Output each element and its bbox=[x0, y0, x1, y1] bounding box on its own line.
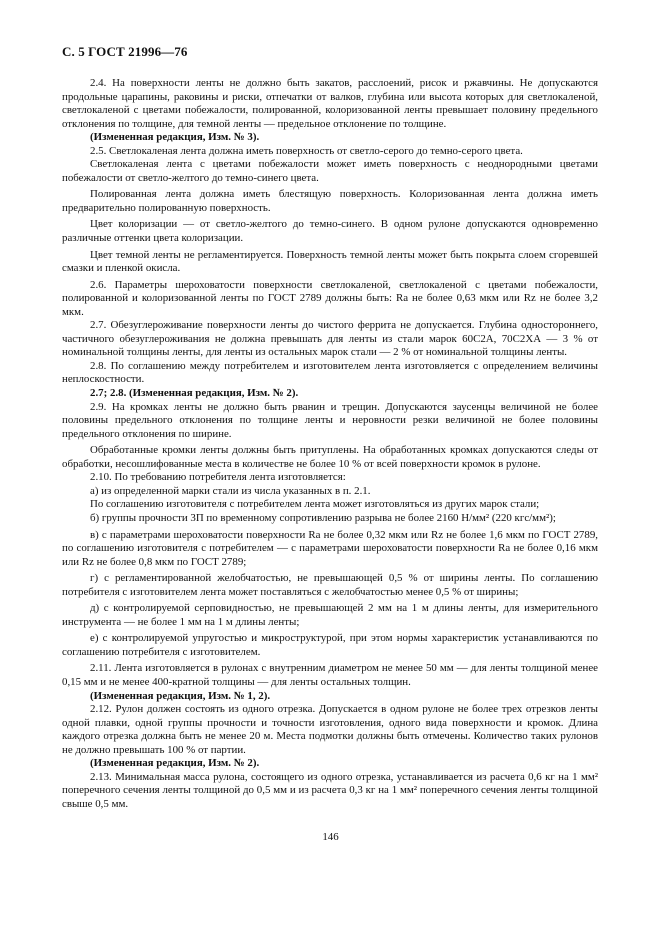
paragraph-2-11: 2.11. Лента изготовляется в рулонах с внутренним диаметром не менее 50 мм — для ленты толщиной менее 0,15 мм и не менее 400-кратной толщины — для ленты остальных толщин. bbox=[62, 662, 598, 688]
list-item-a: а) из определенной марки стали из числа указанных в п. 2.1. bbox=[90, 484, 371, 497]
paragraph-2-8: 2.8. По соглашению между потребителем и изготовителем лента изготовляется с определением величины неплоскостности. bbox=[62, 359, 598, 386]
list-item-g: г) с регламентированной желобчатостью, не превышающей 0,5 % от ширины ленты. По соглашению потребителя с изготовителем лента может поставляться с желобчатостью менее 0,5 % от ширины; bbox=[62, 572, 598, 598]
paragraph-2-10: 2.10. По требованию потребителя лента изготовляется: bbox=[90, 471, 346, 484]
list-item-b: б) группы прочности 3П по временному сопротивлению разрыва не более 2160 Н/мм² (220 кгс/мм²); bbox=[90, 511, 556, 524]
list-item-v: в) с параметрами шероховатости поверхности Ra не более 0,32 мкм или Rz не более 1,6 мкм по ГОСТ 2789, по соглашению изготовителя с потребителем — с параметрами шероховатости поверхности Ra не более 0,16 мкм или Rz не более 0,8 мкм по ГОСТ 2789; bbox=[62, 528, 598, 568]
amendment-note: (Измененная редакция, Изм. № 2). bbox=[90, 757, 260, 770]
list-item-a-note: По соглашению изготовителя с потребителем лента может изготовляться из других марок стали; bbox=[90, 498, 540, 511]
amendment-note: 2.7; 2.8. (Измененная редакция, Изм. № 2). bbox=[90, 387, 299, 400]
paragraph-2-6: 2.6. Параметры шероховатости поверхности светлокаленой, светлокаленой с цветами побежалости, полированной и колоризованной ленты по ГОСТ 2789 должны быть: Ra не более 0,63 мкм или Rz не более 3,2 мкм. bbox=[62, 278, 598, 318]
document-body bbox=[62, 77, 598, 811]
page-header: С. 5 ГОСТ 21996—76 bbox=[62, 44, 188, 59]
list-item-e: е) с контролируемой упругостью и микроструктурой, при этом нормы характеристик устанавливаются по соглашению потребителя с изготовителем. bbox=[62, 632, 598, 658]
amendment-note: (Измененная редакция, Изм. № 3). bbox=[90, 131, 260, 144]
amendment-note: (Измененная редакция, Изм. № 1, 2). bbox=[90, 689, 271, 702]
paragraph-2-9: 2.9. На кромках ленты не должно быть рванин и трещин. Допускаются заусенцы величиной не более половины предельного отклонения по толщине ленты и неровности резки величиной не более половины предельного отклонения по ширине. bbox=[62, 400, 598, 440]
paragraph-2-7: 2.7. Обезуглероживание поверхности ленты до чистого феррита не допускается. Глубина одностороннего, частичного обезуглероживания не должна превышать для ленты из стали марок 60С2А, 70С2ХА — 3 % от номинальной толщины ленты, для ленты из остальных марок стали — 2 % от номинальной толщины ленты. bbox=[62, 319, 598, 359]
paragraph-2-5: 2.5. Светлокаленая лента должна иметь поверхность от светло-серого до темно-серого цвета. bbox=[90, 144, 523, 157]
list-item-d: д) с контролируемой серповидностью, не превышающей 2 мм на 1 м длины ленты, для измерительного инструмента — не более 1 мм на 1 м длины ленты; bbox=[62, 602, 598, 628]
paragraph-2-5-dark: Цвет темной ленты не регламентируется. Поверхность темной ленты может быть покрыта слоем сгоревшей смазки и пленкой окисла. bbox=[62, 248, 598, 275]
paragraph-2-13: 2.13. Минимальная масса рулона, состоящего из одного отрезка, устанавливается из расчета 0,6 кг на 1 мм² поперечного сечения ленты толщиной до 0,5 мм и из расчета 0,3 кг на 1 мм² поперечного сечения ленты толщиной свыше 0,5 мм. bbox=[62, 770, 598, 810]
paragraph-2-12: 2.12. Рулон должен состоять из одного отрезка. Допускается в одном рулоне не более трех отрезков ленты одной плавки, одной группы прочности и точности изготовления, одного вида поверхности и кромок. Длина каждого отрезка должна быть не менее 20 м. Места подмотки должны быть отмечены. Количество таких рулонов не должно превышать 100 % от партии. bbox=[62, 703, 598, 756]
paragraph-2-5-tempered-colors: Светлокаленая лента с цветами побежалости может иметь поверхность с неоднородными цветами побежалости от светло-желтого до темно-синего цвета. bbox=[62, 158, 598, 184]
paragraph-2-4: 2.4. На поверхности ленты не должно быть закатов, расслоений, рисок и ржавчины. Не допускаются продольные царапины, раковины и риски, отпечатки от валков, глубина или высота которых для светлокаленой, светлокаленой с цветами побежалости, полированной, колоризованной ленты превышает половину предельного отклонения по толщине, для темной ленты — предельное отклонение по толщине. bbox=[62, 77, 598, 130]
page-number: 146 bbox=[322, 831, 339, 843]
paragraph-2-9-edges: Обработанные кромки ленты должны быть притуплены. На обработанных кромках допускаются следы от обработки, несошлифованные места в количестве не более 10 % от всей поверхности кромок в рулоне. bbox=[62, 444, 598, 470]
paragraph-2-5-colorization: Цвет колоризации — от светло-желтого до темно-синего. В одном рулоне допускаются одновременно различные оттенки цвета колоризации. bbox=[62, 218, 598, 245]
paragraph-2-5-polished: Полированная лента должна иметь блестящую поверхность. Колоризованная лента должна иметь предварительно полированную поверхность. bbox=[62, 188, 598, 214]
